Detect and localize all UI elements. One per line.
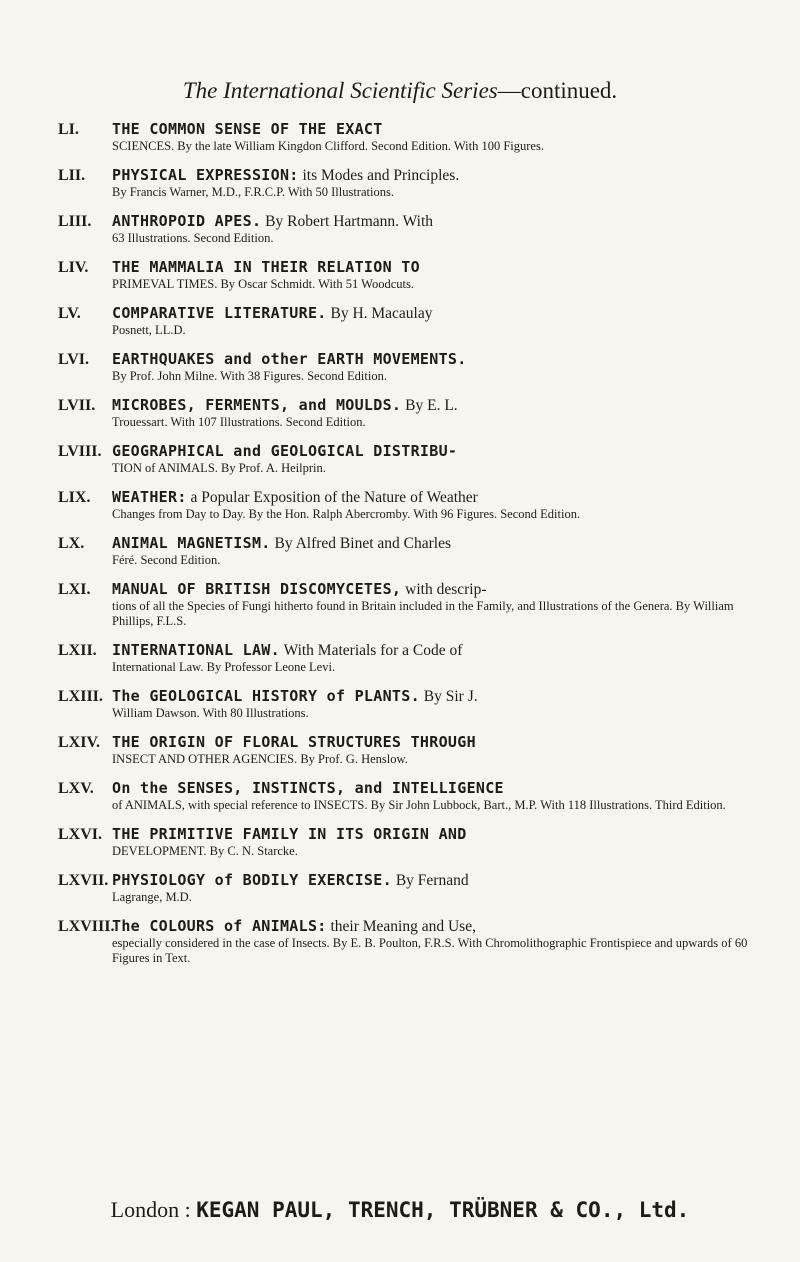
entry-details: INSECT AND OTHER AGENCIES. By Prof. G. Henslow. <box>112 752 408 766</box>
entry-number: LIX. <box>58 489 91 506</box>
entry-number: LXIV. <box>58 734 100 751</box>
entry-number: LIV. <box>58 259 89 276</box>
entry-title-rest: By Robert Hartmann. With <box>261 213 434 230</box>
list-item <box>58 825 766 859</box>
entry-title: The GEOLOGICAL HISTORY of PLANTS. <box>112 687 420 705</box>
entry-title-rest: By Alfred Binet and Charles <box>270 535 451 552</box>
entry-title-rest: a Popular Exposition of the Nature of Weather <box>186 489 478 506</box>
entry-details: By Francis Warner, M.D., F.R.C.P. With 50 Illustrations. <box>112 185 394 199</box>
list-item <box>58 534 766 568</box>
entry-number: LVIII. <box>58 443 102 460</box>
entry-number: LXV. <box>58 780 94 797</box>
publisher-imprint <box>0 1197 800 1223</box>
entry-title: THE ORIGIN OF FLORAL STRUCTURES THROUGH <box>112 733 476 751</box>
entry-details: TION of ANIMALS. By Prof. A. Heilprin. <box>112 461 326 475</box>
entry-number: LXVIII. <box>58 918 115 935</box>
entry-details: SCIENCES. By the late William Kingdon Clifford. Second Edition. With 100 Figures. <box>112 139 544 153</box>
entry-details: By Prof. John Milne. With 38 Figures. Second Edition. <box>112 369 387 383</box>
entry-number: LV. <box>58 305 81 322</box>
list-item <box>58 779 766 813</box>
list-item <box>58 396 766 430</box>
list-item <box>58 580 766 629</box>
entry-number: LXI. <box>58 581 91 598</box>
series-title: The International Scientific Series <box>182 78 498 103</box>
list-item <box>58 350 766 384</box>
entry-title: WEATHER: <box>112 488 187 506</box>
list-item <box>58 304 766 338</box>
entry-title: MANUAL OF BRITISH DISCOMYCETES, <box>112 580 402 598</box>
entry-details: International Law. By Professor Leone Levi. <box>112 660 336 674</box>
entry-details: Trouessart. With 107 Illustrations. Second Edition. <box>112 415 366 429</box>
entry-details: especially considered in the case of Insects. By E. B. Poulton, F.R.S. With Chromolithographic Frontispiece and upwards of 60 Figures in Text. <box>112 936 748 965</box>
entry-title-rest: its Modes and Principles. <box>298 167 460 184</box>
entry-list <box>58 120 766 978</box>
continued-label: —continued. <box>497 78 618 103</box>
entry-number: LI. <box>58 121 79 138</box>
entry-number: LX. <box>58 535 85 552</box>
imprint-publisher: KEGAN PAUL, TRENCH, TRÜBNER & CO., Ltd. <box>196 1198 690 1222</box>
entry-number: LXVI. <box>58 826 103 843</box>
entry-title: ANIMAL MAGNETISM. <box>112 534 271 552</box>
entry-title: On the SENSES, INSTINCTS, and INTELLIGENCE <box>112 779 504 797</box>
list-item <box>58 166 766 200</box>
entry-title-rest: By E. L. <box>401 397 458 414</box>
entry-title-rest: with descrip- <box>401 581 487 598</box>
entry-title: COMPARATIVE LITERATURE. <box>112 304 327 322</box>
entry-details: DEVELOPMENT. By C. N. Starcke. <box>112 844 298 858</box>
list-item <box>58 258 766 292</box>
entry-details: Changes from Day to Day. By the Hon. Ralph Abercromby. With 96 Figures. Second Edition. <box>112 507 581 521</box>
list-item <box>58 212 766 246</box>
entry-details: of ANIMALS, with special reference to INSECTS. By Sir John Lubbock, Bart., M.P. With 118 Illustrations. Third Edition. <box>112 798 726 812</box>
entry-title: ANTHROPOID APES. <box>112 212 262 230</box>
list-item <box>58 120 766 154</box>
imprint-city: London : <box>110 1197 191 1222</box>
list-item <box>58 733 766 767</box>
entry-details: William Dawson. With 80 Illustrations. <box>112 706 309 720</box>
entry-title-rest: By Sir J. <box>419 688 478 705</box>
list-item <box>58 488 766 522</box>
entry-details: Posnett, LL.D. <box>112 323 186 337</box>
entry-title: THE PRIMITIVE FAMILY IN ITS ORIGIN AND <box>112 825 467 843</box>
entry-number: LIII. <box>58 213 92 230</box>
entry-title: THE MAMMALIA IN THEIR RELATION TO <box>112 258 420 276</box>
entry-details: Lagrange, M.D. <box>112 890 192 904</box>
entry-number: LVI. <box>58 351 89 368</box>
entry-number: LXVII. <box>58 872 109 889</box>
entry-title-rest: By H. Macaulay <box>326 305 433 322</box>
list-item <box>58 641 766 675</box>
list-item <box>58 442 766 476</box>
list-item <box>58 917 766 966</box>
entry-title: GEOGRAPHICAL and GEOLOGICAL DISTRIBU- <box>112 442 458 460</box>
entry-title: PHYSIOLOGY of BODILY EXERCISE. <box>112 871 392 889</box>
entry-title: EARTHQUAKES and other EARTH MOVEMENTS. <box>112 350 467 368</box>
entry-number: LXII. <box>58 642 97 659</box>
entry-details: tions of all the Species of Fungi hitherto found in Britain included in the Family, and Illustrations of the Genera. By William Phillips, F.L.S. <box>112 599 734 628</box>
list-item <box>58 687 766 721</box>
entry-title: THE COMMON SENSE OF THE EXACT <box>112 120 383 138</box>
list-item <box>58 871 766 905</box>
entry-number: LXIII. <box>58 688 103 705</box>
entry-details: PRIMEVAL TIMES. By Oscar Schmidt. With 51 Woodcuts. <box>112 277 414 291</box>
entry-title-rest: With Materials for a Code of <box>279 642 463 659</box>
entry-details: Féré. Second Edition. <box>112 553 221 567</box>
entry-number: LVII. <box>58 397 96 414</box>
entry-title: INTERNATIONAL LAW. <box>112 641 280 659</box>
entry-number: LII. <box>58 167 86 184</box>
entry-title-rest: By Fernand <box>391 872 469 889</box>
entry-title: PHYSICAL EXPRESSION: <box>112 166 299 184</box>
entry-title-rest: their Meaning and Use, <box>326 918 476 935</box>
entry-title: The COLOURS of ANIMALS: <box>112 917 327 935</box>
running-head <box>0 78 800 104</box>
entry-details: 63 Illustrations. Second Edition. <box>112 231 274 245</box>
entry-title: MICROBES, FERMENTS, and MOULDS. <box>112 396 402 414</box>
